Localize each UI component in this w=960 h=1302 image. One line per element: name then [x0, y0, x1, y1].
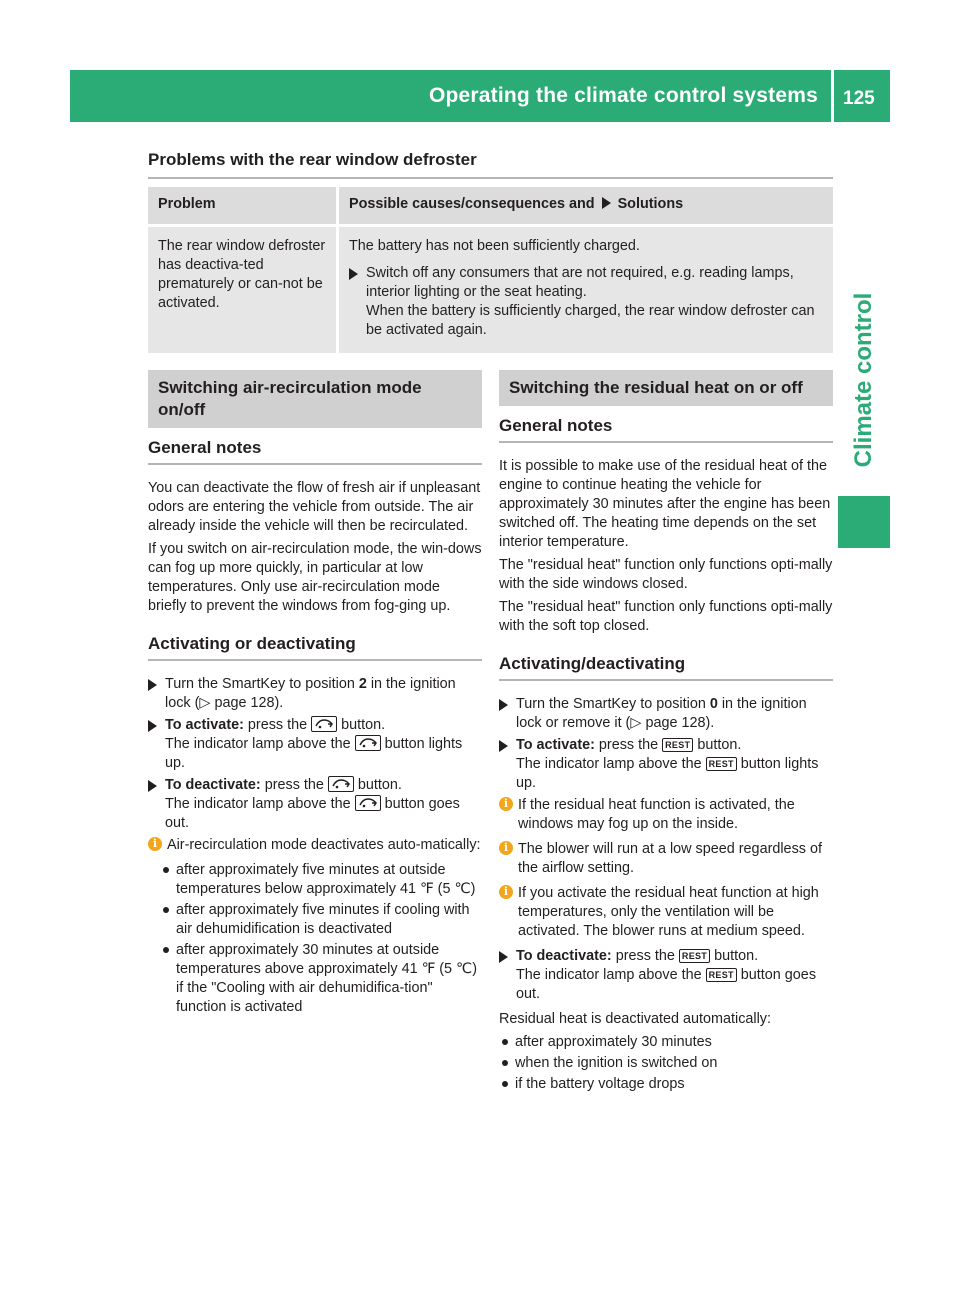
step-text: button. — [714, 948, 759, 964]
air-recirculation-icon — [355, 795, 381, 811]
rest-button-icon: REST — [662, 738, 693, 752]
step-label: To deactivate: — [165, 777, 261, 793]
info-icon: i — [499, 841, 513, 855]
arrow-icon — [602, 197, 611, 209]
step-text: press the — [247, 717, 308, 733]
rest-button-icon: REST — [679, 949, 710, 963]
note-text: Air-recirculation mode deactivates auto-matically: — [167, 837, 481, 853]
step-text: The indicator lamp above the — [165, 736, 351, 752]
solution-cell — [338, 226, 834, 354]
step-text: press the — [598, 737, 659, 753]
note-text: If you activate the residual heat function at high temperatures, only the ventilation will be activated. The blower runs at medium speed. — [518, 885, 819, 939]
info-note — [499, 884, 833, 941]
list-item: after approximately 30 minutes — [499, 1033, 833, 1052]
step-text: button goes out. — [165, 796, 460, 831]
step-item — [499, 947, 833, 1004]
step-item — [499, 736, 833, 793]
position-value: 2 — [358, 676, 367, 692]
step-text: in the ignition lock or remove it ( — [516, 696, 807, 731]
list-item: if the battery voltage drops — [499, 1075, 833, 1094]
step-text: press the — [615, 948, 675, 964]
arrow-icon — [499, 699, 508, 711]
step-text: button lights up. — [165, 736, 463, 771]
problems-table — [148, 187, 833, 353]
step-item — [499, 695, 833, 733]
solutions-header-post: Solutions — [617, 196, 684, 212]
page-ref-link[interactable]: page 128). — [214, 695, 284, 711]
arrow-icon — [148, 720, 157, 732]
side-tab — [838, 280, 890, 480]
paragraph: It is possible to make use of the residual heat of the engine to continue heating the vehicle for approximately 30 minutes after the engine has been switched off. The heating time depends on the set interior temperature. — [499, 458, 831, 550]
table-row — [148, 226, 833, 354]
step-item — [148, 716, 482, 773]
solutions-header-pre: Possible causes/consequences and — [349, 196, 595, 212]
step-text: button. — [697, 737, 742, 753]
right-column — [499, 370, 833, 1096]
list-item: after approximately five minutes at outside temperatures below approximately 41 ℉ (5 ℃) — [160, 861, 482, 899]
info-icon: i — [499, 797, 513, 811]
rest-button-icon: REST — [706, 757, 737, 771]
general-notes-heading: General notes — [148, 438, 482, 465]
arrow-icon — [499, 740, 508, 752]
arrow-icon — [499, 951, 508, 963]
page-number: 125 — [843, 88, 875, 109]
auto-deactivation-text: Residual heat is deactivated automatically: — [499, 1011, 771, 1027]
step-item — [148, 675, 482, 713]
paragraph: The "residual heat" function only functions opti-mally with the soft top closed. — [499, 599, 833, 634]
note-text: If the residual heat function is activated, the windows may fog up on the inside. — [518, 797, 795, 832]
activating-heading: Activating/deactivating — [499, 654, 833, 681]
bullet-list — [499, 1033, 833, 1094]
air-recirculation-icon — [311, 716, 337, 732]
step-text: in the ignition lock ( — [165, 676, 456, 711]
solution-step-text: Switch off any consumers that are not required, e.g. reading lamps, interior lighting or the seat heating. — [366, 265, 794, 300]
position-value: 0 — [709, 696, 718, 712]
step-text: The indicator lamp above the — [516, 756, 702, 772]
section-banner: Switching air-recirculation mode on/off — [148, 370, 482, 428]
cause-text: The battery has not been sufficiently charged. — [349, 238, 640, 254]
paragraph: The "residual heat" function only functions opti-mally with the side windows closed. — [499, 557, 833, 592]
step-text: The indicator lamp above the — [516, 967, 702, 983]
running-title: Operating the climate control systems — [428, 84, 818, 107]
step-text: The indicator lamp above the — [165, 796, 351, 812]
table-header-row — [148, 187, 833, 226]
list-item: when the ignition is switched on — [499, 1054, 833, 1073]
info-note — [148, 836, 482, 855]
list-item: after approximately 30 minutes at outside temperatures above approximately 41 ℉ (5 ℃) if the "Cooling with air dehumidifica-tion" function is activated — [160, 941, 482, 1017]
paragraph: If you switch on air-recirculation mode, the win-dows can fog up more quickly, in particular at low temperatures. Only use air-recirculation mode briefly to prevent the windows from fog-ging up. — [148, 541, 482, 614]
section-banner: Switching the residual heat on or off — [499, 370, 833, 406]
general-notes-heading: General notes — [499, 416, 833, 443]
rest-button-icon: REST — [706, 968, 737, 982]
step-text: button. — [341, 717, 386, 733]
info-icon: i — [148, 837, 162, 851]
left-column — [148, 370, 482, 1019]
step-text: button. — [357, 777, 402, 793]
header-separator — [831, 70, 834, 122]
info-icon: i — [499, 885, 513, 899]
problems-heading-rule — [148, 177, 833, 179]
list-item: after approximately five minutes if cooling with air dehumidification is deactivated — [160, 901, 482, 939]
note-text: The blower will run at a low speed regardless of the airflow setting. — [518, 841, 822, 876]
air-recirculation-icon — [355, 735, 381, 751]
arrow-icon — [349, 268, 358, 280]
step-text: button goes out. — [516, 967, 817, 1002]
step-label: To activate: — [165, 717, 244, 733]
solutions-column-header — [338, 187, 834, 226]
step-item — [148, 776, 482, 833]
header-bar — [70, 70, 890, 122]
problem-cell: The rear window defroster has deactiva-ted prematurely or can-not be activated. — [148, 226, 338, 354]
activating-heading: Activating or deactivating — [148, 634, 482, 661]
arrow-icon — [148, 780, 157, 792]
step-label: To deactivate: — [516, 948, 612, 964]
bullet-list — [148, 861, 482, 1017]
arrow-icon — [148, 679, 157, 691]
page-ref-icon: ▷ — [199, 695, 211, 711]
air-recirculation-icon — [328, 776, 354, 792]
paragraph: You can deactivate the flow of fresh air if unpleasant odors are entering the vehicle from outside. The air already inside the vehicle will then be recirculated. — [148, 480, 481, 534]
problems-heading: Problems with the rear window defroster — [148, 150, 477, 169]
page-ref-icon: ▷ — [630, 715, 642, 731]
problem-column-header: Problem — [148, 187, 338, 226]
info-note — [499, 840, 833, 878]
solution-step-followup: When the battery is sufficiently charged, the rear window defroster can be activated again. — [366, 303, 815, 338]
side-tab-label: Climate control — [850, 292, 877, 468]
step-text: button lights up. — [516, 756, 819, 791]
step-label: To activate: — [516, 737, 595, 753]
step-text: Turn the SmartKey to position — [165, 676, 355, 692]
side-tab-marker — [838, 496, 890, 548]
solution-step — [349, 264, 823, 340]
page-ref-link[interactable]: page 128). — [645, 715, 715, 731]
step-text: press the — [264, 777, 324, 793]
step-text: Turn the SmartKey to position — [516, 696, 706, 712]
info-note — [499, 796, 833, 834]
